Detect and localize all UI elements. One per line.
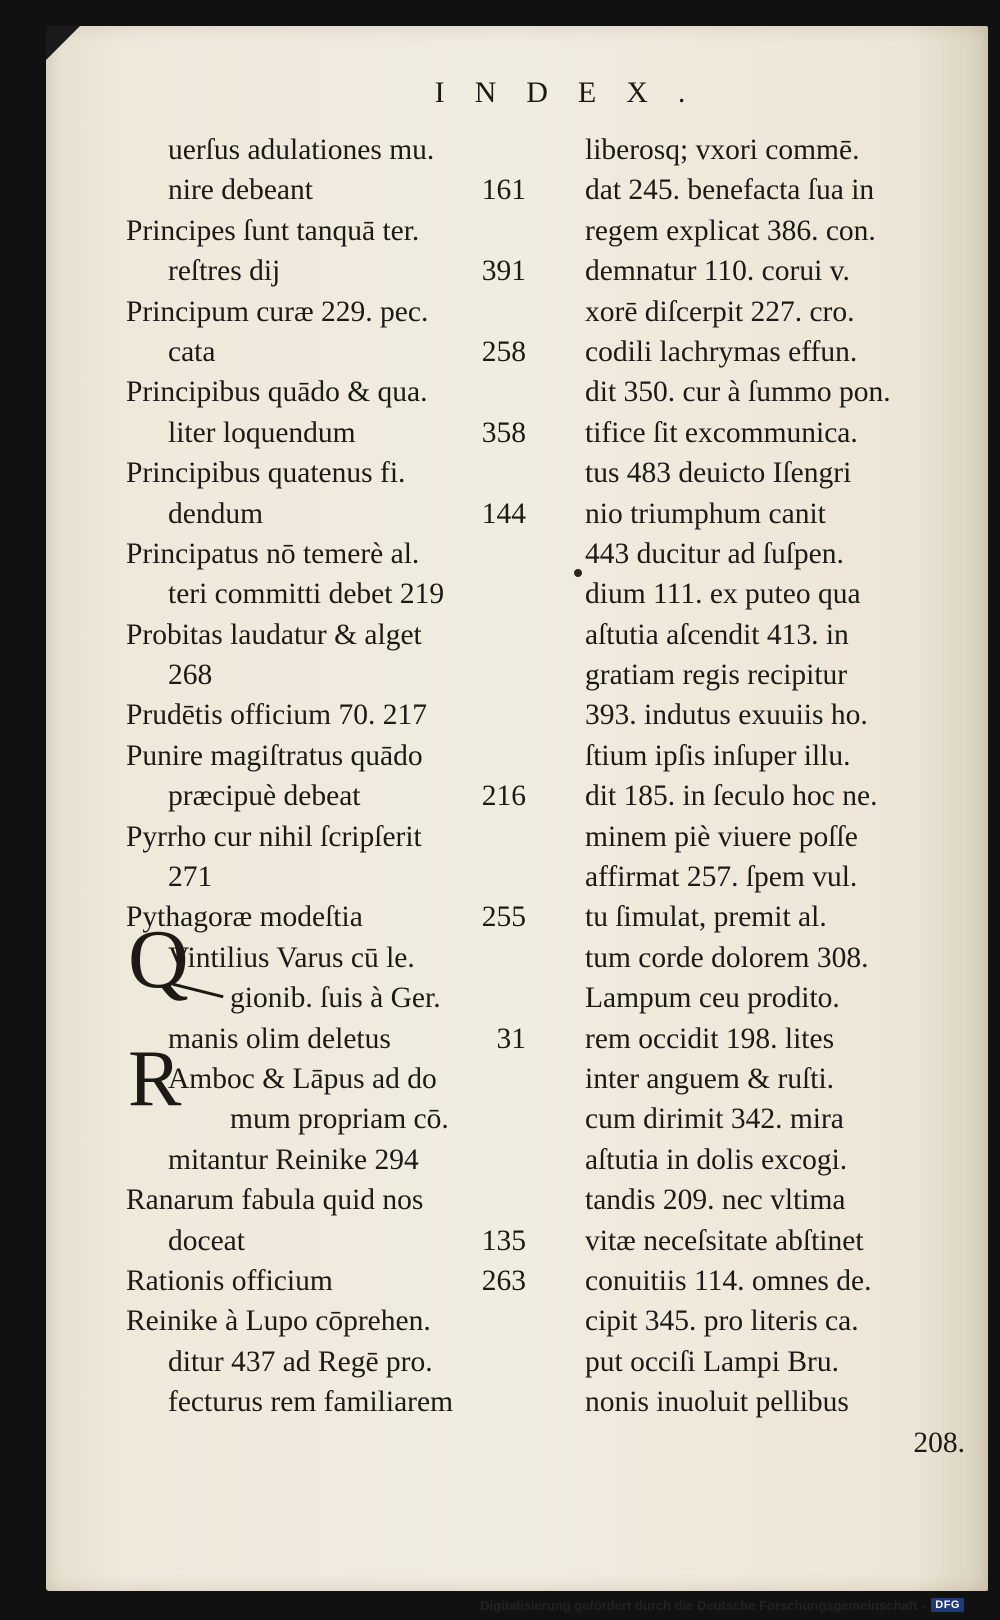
entry-text: codili lachrymas effun. [585,335,858,368]
index-entry-line [585,453,965,493]
index-entry-line [585,817,965,857]
index-entry-line [126,574,526,614]
index-entry-line [585,615,965,655]
entry-page-number: 216 [481,780,526,813]
index-entry-line [126,130,526,170]
index-entry-line [126,1221,526,1261]
entry-text: nio triumphum canit [585,497,826,530]
initial-r: R [128,1035,182,1123]
index-entry-line [126,1261,526,1301]
entry-text: xorē diſcerpit 227. cro. [585,295,855,328]
entry-text: doceat [168,1224,245,1257]
index-entry-line [585,1140,965,1180]
entry-text: gionib. ſuis à Ger. [230,982,441,1015]
index-entry-line [585,251,965,291]
index-entry-line [126,1140,526,1180]
entry-page-number: 255 [481,901,526,934]
index-entry-line [585,1342,965,1382]
index-entry-line [585,1180,965,1220]
entry-text: Prudētis officium 70. 217 [126,699,427,732]
index-entry-line [585,776,965,816]
index-entry-line [585,494,965,534]
initial-q: Q [128,913,189,1006]
index-entry-line [126,897,526,937]
entry-text: liter loquendum [168,416,356,449]
index-entry-line [585,1019,965,1059]
entry-text: Amboc & Lāpus ad do [168,1062,437,1095]
entry-text: Principatus nō temerè al. [126,537,420,570]
entry-page-number: 144 [481,497,526,530]
index-entry-line [126,292,526,332]
entry-page-number: 31 [496,1022,526,1055]
entry-text: Principibus quatenus fi. [126,457,406,490]
entry-text: tum corde dolorem 308. [585,941,869,974]
index-entry-line [585,534,965,574]
entry-text: vitæ neceſsitate abſtinet [585,1224,864,1257]
index-entry-line [585,695,965,735]
index-entry-line [126,655,526,695]
index-entry-line [585,655,965,695]
index-entry-line [126,1342,526,1382]
index-entry-line [126,413,526,453]
index-entry-line [585,1221,965,1261]
entry-text: Lampum ceu prodito. [585,982,840,1015]
index-entry-line [126,332,526,372]
entry-text: conuitiis 114. omnes de. [585,1264,872,1297]
entry-text: Principes ſunt tanquā ter. [126,214,420,247]
entry-text: nire debeant [168,174,313,207]
index-entry-line [126,615,526,655]
entry-page-number: 161 [481,174,526,207]
entry-text: ſtium ipſis inſuper illu. [585,739,851,772]
index-entry-line [126,978,526,1018]
index-entry-line [585,857,965,897]
index-entry-line [126,1382,526,1422]
entry-text: cum dirimit 342. mira [585,1103,844,1136]
entry-text: tandis 209. nec vltima [585,1184,846,1217]
index-entry-line [126,453,526,493]
ink-spot [574,569,582,577]
entry-text: Vintilius Varus cū le. [168,941,415,974]
entry-text: dit 185. in ſeculo hoc ne. [585,780,878,813]
entry-text: ditur 437 ad Regē pro. [168,1345,433,1378]
entry-text: Ranarum fabula quid nos [126,1184,424,1217]
index-entry-line [585,1301,965,1341]
entry-text: cata [168,335,216,368]
index-entry-line [585,332,965,372]
entry-text: dium 111. ex puteo qua [585,578,861,611]
index-entry-line [585,292,965,332]
index-entry-line [126,695,526,735]
entry-text: nonis inuoluit pellibus [585,1386,849,1419]
entry-text: tu ſimulat, premit al. [585,901,827,934]
index-entry-line [126,776,526,816]
entry-text: reſtres dij [168,255,281,288]
entry-text: teri committi debet 219 [168,578,445,611]
entry-text: mum propriam cō. [230,1103,449,1136]
entry-text: put occiſi Lampi Bru. [585,1345,839,1378]
page-corner [46,26,80,60]
entry-text: tifice ſit excommunica. [585,416,858,449]
entry-text: tus 483 deuicto Iſengri [585,457,852,490]
entry-page-number: 263 [481,1264,526,1297]
entry-text: Pyrrho cur nihil ſcripſerit [126,820,422,853]
index-entry-line [126,494,526,534]
index-column-right [585,130,965,1463]
index-entry-line [126,534,526,574]
entry-text: 443 ducitur ad ſuſpen. [585,537,844,570]
index-entry-line [585,130,965,170]
entry-text: dendum [168,497,264,530]
entry-page-number: 358 [481,416,526,449]
entry-text: dat 245. benefacta ſua in [585,174,875,207]
entry-text: Reinike à Lupo cōprehen. [126,1305,431,1338]
index-entry-line [126,1180,526,1220]
entry-text: dit 350. cur à ſummo pon. [585,376,891,409]
entry-text: 393. indutus exuuiis ho. [585,699,868,732]
index-entry-line [126,938,526,978]
index-entry-line [126,170,526,210]
entry-text: præcipuè debeat [168,780,361,813]
entry-text: Principibus quādo & qua. [126,376,428,409]
entry-text: Punire magiſtratus quādo [126,739,423,772]
entry-text: gratiam regis recipitur [585,659,848,692]
index-entry-line [585,978,965,1018]
entry-text: aſtutia aſcendit 413. in [585,618,849,651]
index-entry-line [585,1099,965,1139]
index-entry-line [126,372,526,412]
index-entry-line [126,857,526,897]
entry-text: 208. [913,1426,965,1459]
entry-text: mitantur Reinike 294 [168,1143,419,1176]
index-entry-line [126,1059,526,1099]
entry-page-number: 135 [481,1224,526,1257]
index-entry-line [126,736,526,776]
entry-text: manis olim deletus [168,1022,391,1055]
index-entry-line [585,211,965,251]
entry-text: 268 [168,659,213,692]
entry-text: Probitas laudatur & alget [126,618,422,651]
entry-text: Pythagoræ modeſtia [126,901,363,934]
entry-text: affirmat 257. ſpem vul. [585,861,858,894]
credit-text: Digitalisierung gefördert durch die Deutsche Forschungsgemeinschaft - [480,1597,926,1613]
index-entry-line [126,817,526,857]
index-entry-line [126,251,526,291]
index-entry-line [126,1099,526,1139]
entry-text: regem explicat 386. con. [585,214,876,247]
entry-text: rem occidit 198. lites [585,1022,835,1055]
index-entry-line [585,1423,965,1463]
entry-text: liberosq; vxori commē. [585,134,860,166]
entry-text: inter anguem & ruſti. [585,1062,835,1095]
index-entry-line [585,413,965,453]
index-entry-line [126,1301,526,1341]
entry-text: cipit 345. pro literis ca. [585,1305,859,1338]
entry-text: minem piè viuere poſſe [585,820,858,853]
index-entry-line [585,938,965,978]
index-entry-line [585,170,965,210]
index-entry-line [585,897,965,937]
index-column-left [126,130,526,1423]
index-entry-line [126,1019,526,1059]
entry-page-number: 391 [481,255,526,288]
entry-text: Principum curæ 229. pec. [126,295,429,328]
entry-text: demnatur 110. corui v. [585,255,850,288]
dfg-logo: DFG [931,1598,964,1612]
index-entry-line [585,1059,965,1099]
index-entry-line [585,1261,965,1301]
index-entry-line [585,574,965,614]
entry-text: aſtutia in dolis excogi. [585,1143,848,1176]
index-entry-line [126,211,526,251]
entry-text: uerſus adulationes mu. [168,134,435,166]
page-header: INDEX. [434,76,716,109]
digitization-credit [480,1595,964,1615]
entry-text: Rationis officium [126,1264,333,1297]
index-entry-line [585,372,965,412]
index-entry-line [585,1382,965,1422]
entry-page-number: 258 [481,335,526,368]
entry-text: 271 [168,861,213,894]
entry-text: fecturus rem familiarem [168,1386,454,1419]
index-entry-line [585,736,965,776]
